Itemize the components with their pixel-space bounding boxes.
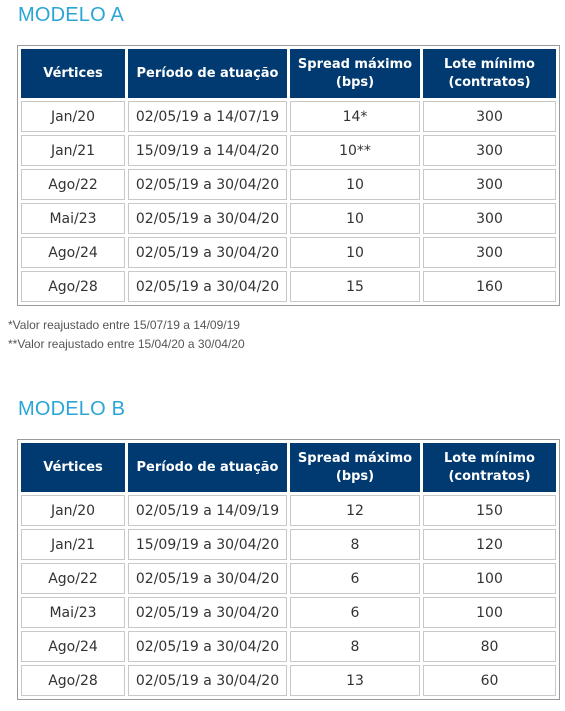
cell-spread: 12 [290, 495, 420, 526]
cell-vertice: Jan/21 [21, 529, 125, 560]
modelo-b-header-row [21, 443, 556, 492]
cell-lote: 60 [423, 665, 556, 696]
header-lote-line1: Lote mínimo [444, 56, 535, 72]
cell-vertice: Jan/20 [21, 101, 125, 132]
header-lote-line2: (contratos) [448, 468, 531, 484]
cell-lote: 160 [423, 271, 556, 302]
modelo-a-footnotes [8, 316, 245, 354]
header-spread-line1: Spread máximo [297, 56, 413, 72]
cell-lote: 150 [423, 495, 556, 526]
cell-spread: 13 [290, 665, 420, 696]
header-spread-line2: (bps) [335, 468, 375, 484]
table-row [21, 169, 556, 200]
table-row [21, 529, 556, 560]
modelo-a-table [18, 46, 559, 305]
table-row [21, 495, 556, 526]
header-spread-line2: (bps) [335, 74, 375, 90]
table-row [21, 135, 556, 166]
cell-spread: 8 [290, 631, 420, 662]
cell-spread: 10 [290, 203, 420, 234]
cell-periodo: 02/05/19 a 30/04/20 [128, 169, 287, 200]
modelo-b-table [18, 440, 559, 699]
cell-lote: 120 [423, 529, 556, 560]
table-row [21, 101, 556, 132]
table-row [21, 271, 556, 302]
header-spread [290, 49, 420, 98]
footnote-2: **Valor reajustado entre 15/04/20 a 30/04/20 [8, 337, 245, 351]
modelo-a-table-container [17, 45, 560, 306]
cell-spread: 15 [290, 271, 420, 302]
cell-spread: 8 [290, 529, 420, 560]
cell-periodo: 15/09/19 a 30/04/20 [128, 529, 287, 560]
cell-vertice: Ago/28 [21, 665, 125, 696]
header-lote-line1: Lote mínimo [444, 450, 535, 466]
cell-vertice: Ago/22 [21, 169, 125, 200]
header-spread [290, 443, 420, 492]
cell-spread: 10** [290, 135, 420, 166]
cell-lote: 100 [423, 563, 556, 594]
header-vertices: Vértices [21, 443, 125, 492]
footnote-1: *Valor reajustado entre 15/07/19 a 14/09/19 [8, 318, 240, 332]
cell-spread: 14* [290, 101, 420, 132]
cell-vertice: Ago/22 [21, 563, 125, 594]
table-row [21, 237, 556, 268]
cell-vertice: Ago/28 [21, 271, 125, 302]
modelo-a-header-row [21, 49, 556, 98]
cell-vertice: Mai/23 [21, 203, 125, 234]
cell-periodo: 02/05/19 a 30/04/20 [128, 271, 287, 302]
cell-periodo: 02/05/19 a 30/04/20 [128, 563, 287, 594]
cell-vertice: Ago/24 [21, 237, 125, 268]
cell-spread: 10 [290, 169, 420, 200]
header-lote-line2: (contratos) [448, 74, 531, 90]
cell-vertice: Jan/21 [21, 135, 125, 166]
table-row [21, 597, 556, 628]
table-row [21, 631, 556, 662]
table-row [21, 563, 556, 594]
cell-periodo: 02/05/19 a 30/04/20 [128, 665, 287, 696]
cell-spread: 6 [290, 597, 420, 628]
cell-periodo: 15/09/19 a 14/04/20 [128, 135, 287, 166]
cell-periodo: 02/05/19 a 14/07/19 [128, 101, 287, 132]
cell-lote: 80 [423, 631, 556, 662]
header-lote [423, 49, 556, 98]
cell-lote: 300 [423, 237, 556, 268]
header-spread-line1: Spread máximo [297, 450, 413, 466]
header-vertices: Vértices [21, 49, 125, 98]
cell-spread: 6 [290, 563, 420, 594]
modelo-a-title: MODELO A [18, 4, 125, 26]
cell-periodo: 02/05/19 a 30/04/20 [128, 237, 287, 268]
header-periodo: Período de atuação [128, 443, 287, 492]
cell-lote: 300 [423, 135, 556, 166]
table-row [21, 665, 556, 696]
cell-vertice: Jan/20 [21, 495, 125, 526]
cell-periodo: 02/05/19 a 30/04/20 [128, 631, 287, 662]
cell-lote: 300 [423, 203, 556, 234]
cell-periodo: 02/05/19 a 30/04/20 [128, 203, 287, 234]
header-lote [423, 443, 556, 492]
cell-lote: 300 [423, 101, 556, 132]
cell-periodo: 02/05/19 a 14/09/19 [128, 495, 287, 526]
cell-periodo: 02/05/19 a 30/04/20 [128, 597, 287, 628]
modelo-b-table-container [17, 439, 560, 700]
cell-vertice: Ago/24 [21, 631, 125, 662]
cell-lote: 300 [423, 169, 556, 200]
modelo-b-title: MODELO B [18, 398, 126, 420]
cell-lote: 100 [423, 597, 556, 628]
header-periodo: Período de atuação [128, 49, 287, 98]
table-row [21, 203, 556, 234]
cell-vertice: Mai/23 [21, 597, 125, 628]
cell-spread: 10 [290, 237, 420, 268]
